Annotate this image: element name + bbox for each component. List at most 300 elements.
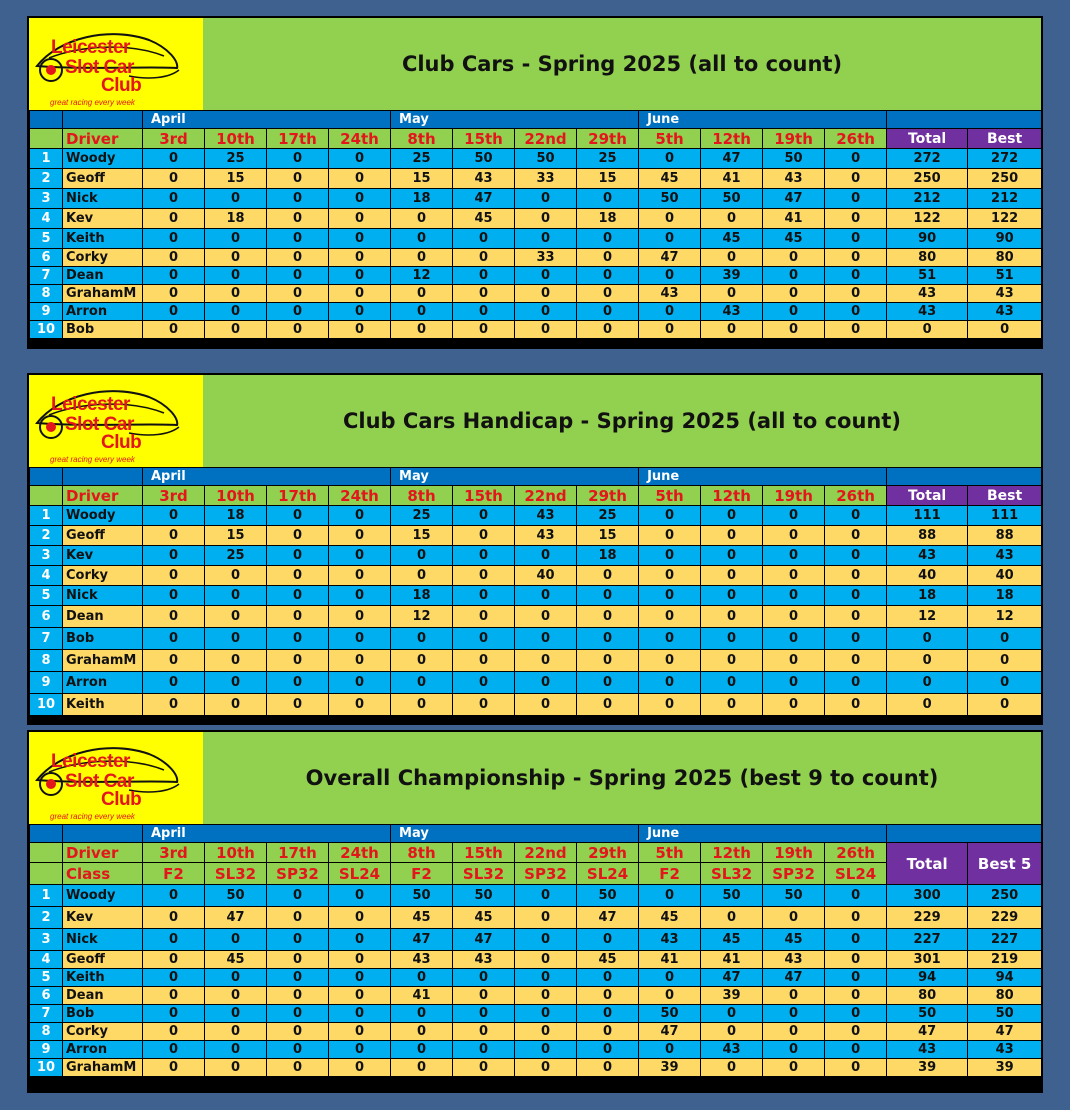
score-cell: 50 (701, 885, 763, 907)
driver-name-cell: Nick (63, 189, 143, 209)
score-cell: 0 (267, 694, 329, 716)
month-spacer (63, 468, 143, 486)
score-cell: 0 (515, 1059, 577, 1077)
score-cell: 0 (453, 321, 515, 339)
score-cell: 0 (515, 987, 577, 1005)
best-cell: 43 (968, 546, 1042, 566)
score-cell: 0 (515, 672, 577, 694)
score-cell: 0 (639, 586, 701, 606)
best-cell: 0 (968, 650, 1042, 672)
position-cell: 10 (30, 1059, 63, 1077)
score-cell: 0 (639, 209, 701, 229)
score-cell: 0 (639, 546, 701, 566)
header-spacer (30, 129, 63, 149)
date-column-header: 15th (453, 129, 515, 149)
score-cell: 0 (577, 586, 639, 606)
score-cell: 0 (205, 303, 267, 321)
score-cell: 45 (453, 209, 515, 229)
score-cell: 0 (329, 586, 391, 606)
score-cell: 0 (763, 907, 825, 929)
month-june: June (639, 468, 887, 486)
position-cell: 2 (30, 907, 63, 929)
logo-line-2: Slot Car (65, 414, 134, 435)
date-column-header: 15th (453, 486, 515, 506)
score-cell: 0 (143, 885, 205, 907)
date-column-header: 24th (329, 129, 391, 149)
score-cell: 0 (143, 694, 205, 716)
score-cell: 45 (205, 951, 267, 969)
table-row (30, 526, 1042, 546)
total-cell: 0 (887, 672, 968, 694)
score-cell: 0 (453, 229, 515, 249)
score-cell: 47 (391, 929, 453, 951)
score-cell: 0 (825, 169, 887, 189)
driver-name-cell: Geoff (63, 526, 143, 546)
score-cell: 0 (825, 650, 887, 672)
score-cell: 0 (453, 267, 515, 285)
position-cell: 3 (30, 929, 63, 951)
best-cell: 219 (968, 951, 1042, 969)
logo-tagline: great racing every week (50, 455, 135, 464)
score-cell: 0 (267, 546, 329, 566)
score-cell: 0 (143, 267, 205, 285)
logo-line-1: Leicester (51, 751, 130, 772)
driver-name-cell: Corky (63, 566, 143, 586)
score-cell: 0 (701, 506, 763, 526)
position-cell: 1 (30, 149, 63, 169)
score-cell: 0 (639, 969, 701, 987)
score-cell: 0 (329, 209, 391, 229)
score-cell: 0 (453, 628, 515, 650)
score-cell: 0 (205, 586, 267, 606)
logo-line-2: Slot Car (65, 771, 134, 792)
class-column-header: Class (63, 863, 143, 885)
total-cell: 250 (887, 169, 968, 189)
date-column-header: 17th (267, 486, 329, 506)
score-cell: 0 (267, 249, 329, 267)
class-label: SP32 (763, 863, 825, 885)
score-cell: 0 (515, 929, 577, 951)
score-cell: 12 (391, 606, 453, 628)
date-column-header: 17th (267, 843, 329, 863)
score-cell: 0 (391, 546, 453, 566)
score-cell: 0 (825, 1059, 887, 1077)
driver-column-header: Driver (63, 129, 143, 149)
score-cell: 0 (205, 650, 267, 672)
club-logo (29, 18, 203, 110)
score-cell: 0 (453, 1005, 515, 1023)
score-cell: 0 (825, 628, 887, 650)
score-cell: 0 (825, 885, 887, 907)
score-cell: 0 (763, 628, 825, 650)
class-label: SL24 (577, 863, 639, 885)
month-row (30, 468, 1042, 486)
total-cell: 40 (887, 566, 968, 586)
score-cell: 0 (577, 606, 639, 628)
position-cell: 3 (30, 189, 63, 209)
table-row (30, 907, 1042, 929)
total-cell: 212 (887, 189, 968, 209)
score-cell: 47 (577, 907, 639, 929)
score-cell: 0 (825, 566, 887, 586)
score-cell: 0 (205, 628, 267, 650)
score-cell: 0 (205, 249, 267, 267)
month-spacer (887, 468, 1042, 486)
score-cell: 0 (825, 303, 887, 321)
position-cell: 2 (30, 169, 63, 189)
score-cell: 0 (267, 885, 329, 907)
score-cell: 0 (515, 606, 577, 628)
score-cell: 0 (515, 586, 577, 606)
score-cell: 0 (763, 694, 825, 716)
score-cell: 0 (453, 1059, 515, 1077)
table-row (30, 321, 1042, 339)
score-cell: 0 (143, 672, 205, 694)
score-cell: 15 (205, 169, 267, 189)
date-column-header: 26th (825, 129, 887, 149)
score-cell: 43 (701, 1041, 763, 1059)
score-cell: 0 (577, 969, 639, 987)
score-cell: 0 (329, 285, 391, 303)
club-logo (29, 375, 203, 467)
score-cell: 0 (701, 285, 763, 303)
score-cell: 0 (453, 987, 515, 1005)
score-cell: 0 (267, 1005, 329, 1023)
score-cell: 47 (701, 969, 763, 987)
score-cell: 0 (267, 229, 329, 249)
score-cell: 0 (143, 149, 205, 169)
score-cell: 0 (453, 249, 515, 267)
class-label: F2 (143, 863, 205, 885)
table-row (30, 249, 1042, 267)
score-cell: 0 (825, 189, 887, 209)
total-cell: 12 (887, 606, 968, 628)
score-cell: 0 (267, 586, 329, 606)
position-cell: 6 (30, 249, 63, 267)
score-cell: 0 (577, 1005, 639, 1023)
table-row (30, 1005, 1042, 1023)
driver-name-cell: Dean (63, 606, 143, 628)
score-cell: 15 (391, 526, 453, 546)
score-cell: 0 (763, 1059, 825, 1077)
date-column-header: 19th (763, 843, 825, 863)
position-cell: 9 (30, 672, 63, 694)
total-cell: 94 (887, 969, 968, 987)
score-cell: 0 (577, 249, 639, 267)
score-cell: 0 (515, 285, 577, 303)
driver-name-cell: Kev (63, 546, 143, 566)
score-cell: 0 (763, 987, 825, 1005)
score-cell: 0 (825, 229, 887, 249)
club-logo (29, 732, 203, 824)
score-cell: 47 (205, 907, 267, 929)
best-cell: 43 (968, 303, 1042, 321)
position-cell: 2 (30, 526, 63, 546)
best-column-header: Best (968, 486, 1042, 506)
score-cell: 45 (391, 907, 453, 929)
date-column-header: 5th (639, 486, 701, 506)
score-cell: 0 (267, 149, 329, 169)
score-cell: 0 (143, 1059, 205, 1077)
score-cell: 0 (329, 303, 391, 321)
month-april: April (143, 111, 391, 129)
score-cell: 0 (825, 526, 887, 546)
total-cell: 18 (887, 586, 968, 606)
table-title: Club Cars Handicap - Spring 2025 (all to count) (203, 375, 1041, 467)
score-cell: 41 (763, 209, 825, 229)
score-cell: 0 (143, 546, 205, 566)
score-cell: 0 (329, 987, 391, 1005)
score-cell: 0 (639, 672, 701, 694)
score-cell: 0 (267, 189, 329, 209)
score-cell: 0 (763, 285, 825, 303)
score-cell: 47 (453, 189, 515, 209)
date-column-header: 5th (639, 843, 701, 863)
score-cell: 45 (701, 929, 763, 951)
best-cell: 250 (968, 169, 1042, 189)
best-cell: 39 (968, 1059, 1042, 1077)
position-cell: 10 (30, 694, 63, 716)
score-cell: 0 (143, 969, 205, 987)
score-cell: 0 (391, 694, 453, 716)
date-column-header: 26th (825, 486, 887, 506)
position-cell: 4 (30, 951, 63, 969)
total-cell: 39 (887, 1059, 968, 1077)
score-cell: 45 (453, 907, 515, 929)
position-cell: 4 (30, 566, 63, 586)
logo-line-3: Club (101, 432, 142, 453)
table-row (30, 606, 1042, 628)
score-cell: 0 (267, 1023, 329, 1041)
score-cell: 0 (329, 229, 391, 249)
score-cell: 47 (453, 929, 515, 951)
best-cell: 12 (968, 606, 1042, 628)
total-cell: 47 (887, 1023, 968, 1041)
score-cell: 0 (639, 321, 701, 339)
score-cell: 43 (391, 951, 453, 969)
score-cell: 0 (205, 1005, 267, 1023)
driver-name-cell: Kev (63, 209, 143, 229)
class-label: SP32 (515, 863, 577, 885)
logo-line-2: Slot Car (65, 57, 134, 78)
score-cell: 0 (577, 303, 639, 321)
date-column-header: 12th (701, 486, 763, 506)
score-cell: 0 (763, 303, 825, 321)
score-cell: 0 (515, 628, 577, 650)
banner (29, 18, 1041, 110)
score-cell: 25 (391, 506, 453, 526)
table-row (30, 229, 1042, 249)
score-cell: 18 (391, 189, 453, 209)
score-cell: 0 (329, 628, 391, 650)
score-cell: 40 (515, 566, 577, 586)
date-column-header: 8th (391, 129, 453, 149)
best-cell: 0 (968, 321, 1042, 339)
table-row (30, 650, 1042, 672)
logo-line-1: Leicester (51, 394, 130, 415)
score-cell: 0 (205, 987, 267, 1005)
score-cell: 39 (701, 267, 763, 285)
total-cell: 43 (887, 303, 968, 321)
score-cell: 25 (577, 149, 639, 169)
score-cell: 0 (391, 672, 453, 694)
table-row (30, 1059, 1042, 1077)
score-cell: 0 (391, 229, 453, 249)
total-cell: 0 (887, 694, 968, 716)
score-cell: 0 (329, 650, 391, 672)
score-cell: 0 (701, 1005, 763, 1023)
score-cell: 0 (391, 303, 453, 321)
month-spacer (30, 468, 63, 486)
total-cell: 43 (887, 1041, 968, 1059)
score-cell: 0 (329, 969, 391, 987)
score-cell: 0 (205, 694, 267, 716)
best-cell: 43 (968, 285, 1042, 303)
score-cell: 43 (453, 951, 515, 969)
month-row (30, 111, 1042, 129)
score-cell: 0 (701, 546, 763, 566)
score-cell: 0 (577, 929, 639, 951)
score-cell: 0 (329, 321, 391, 339)
date-column-header: 3rd (143, 486, 205, 506)
score-cell: 0 (639, 506, 701, 526)
score-cell: 0 (205, 929, 267, 951)
score-cell: 0 (453, 1023, 515, 1041)
score-cell: 0 (577, 672, 639, 694)
score-cell: 50 (639, 1005, 701, 1023)
total-column-header: Total (887, 843, 968, 885)
score-cell: 0 (143, 169, 205, 189)
score-cell: 0 (329, 885, 391, 907)
month-may: May (391, 468, 639, 486)
score-cell: 15 (577, 526, 639, 546)
score-cell: 0 (639, 303, 701, 321)
score-cell: 0 (267, 209, 329, 229)
score-cell: 25 (205, 149, 267, 169)
best-cell: 212 (968, 189, 1042, 209)
driver-name-cell: GrahamM (63, 650, 143, 672)
total-cell: 0 (887, 321, 968, 339)
class-label: SL24 (825, 863, 887, 885)
position-cell: 5 (30, 969, 63, 987)
month-may: May (391, 825, 639, 843)
score-cell: 0 (639, 885, 701, 907)
score-cell: 0 (329, 1059, 391, 1077)
score-cell: 43 (515, 526, 577, 546)
score-cell: 43 (453, 169, 515, 189)
driver-name-cell: Bob (63, 628, 143, 650)
score-cell: 0 (329, 1023, 391, 1041)
best-cell: 272 (968, 149, 1042, 169)
date-column-header: 10th (205, 129, 267, 149)
score-cell: 0 (825, 267, 887, 285)
month-spacer (887, 111, 1042, 129)
score-cell: 0 (329, 951, 391, 969)
class-spacer (30, 863, 63, 885)
score-cell: 0 (515, 1005, 577, 1023)
score-cell: 0 (577, 566, 639, 586)
score-cell: 0 (763, 1023, 825, 1041)
score-cell: 0 (143, 229, 205, 249)
score-cell: 0 (205, 267, 267, 285)
driver-name-cell: Corky (63, 1023, 143, 1041)
standings-table (29, 467, 1042, 716)
position-cell: 5 (30, 586, 63, 606)
score-cell: 0 (763, 1041, 825, 1059)
score-cell: 0 (515, 650, 577, 672)
score-cell: 43 (639, 929, 701, 951)
total-cell: 272 (887, 149, 968, 169)
score-cell: 0 (701, 249, 763, 267)
driver-name-cell: Arron (63, 672, 143, 694)
score-cell: 0 (267, 628, 329, 650)
score-cell: 0 (391, 1005, 453, 1023)
score-cell: 0 (515, 209, 577, 229)
score-cell: 0 (267, 285, 329, 303)
score-cell: 39 (639, 1059, 701, 1077)
position-cell: 1 (30, 885, 63, 907)
score-cell: 0 (267, 566, 329, 586)
score-cell: 0 (639, 149, 701, 169)
score-cell: 47 (701, 149, 763, 169)
score-cell: 0 (205, 285, 267, 303)
position-cell: 5 (30, 229, 63, 249)
score-cell: 0 (515, 969, 577, 987)
score-cell: 0 (267, 969, 329, 987)
class-label: SL24 (329, 863, 391, 885)
date-column-header: 29th (577, 843, 639, 863)
score-cell: 0 (329, 606, 391, 628)
score-cell: 15 (205, 526, 267, 546)
score-cell: 0 (205, 1041, 267, 1059)
date-column-header: 12th (701, 843, 763, 863)
date-column-header: 8th (391, 843, 453, 863)
score-cell: 25 (577, 506, 639, 526)
score-cell: 45 (701, 229, 763, 249)
score-cell: 50 (515, 149, 577, 169)
score-cell: 0 (701, 566, 763, 586)
score-cell: 33 (515, 169, 577, 189)
month-april: April (143, 468, 391, 486)
month-spacer (30, 111, 63, 129)
total-cell: 301 (887, 951, 968, 969)
date-column-header: 10th (205, 843, 267, 863)
score-cell: 0 (701, 586, 763, 606)
month-spacer (30, 825, 63, 843)
score-cell: 0 (453, 546, 515, 566)
score-cell: 0 (267, 987, 329, 1005)
score-cell: 0 (763, 321, 825, 339)
score-cell: 0 (205, 672, 267, 694)
score-cell: 0 (825, 1005, 887, 1023)
score-cell: 0 (639, 267, 701, 285)
score-cell: 50 (577, 885, 639, 907)
class-label: F2 (639, 863, 701, 885)
score-cell: 0 (639, 606, 701, 628)
position-cell: 7 (30, 628, 63, 650)
total-cell: 80 (887, 249, 968, 267)
score-cell: 0 (763, 1005, 825, 1023)
score-cell: 0 (267, 506, 329, 526)
score-cell: 0 (701, 606, 763, 628)
score-cell: 18 (577, 546, 639, 566)
score-cell: 41 (701, 951, 763, 969)
score-cell: 0 (391, 285, 453, 303)
score-cell: 43 (515, 506, 577, 526)
best-cell: 43 (968, 1041, 1042, 1059)
score-cell: 41 (391, 987, 453, 1005)
month-spacer (63, 111, 143, 129)
